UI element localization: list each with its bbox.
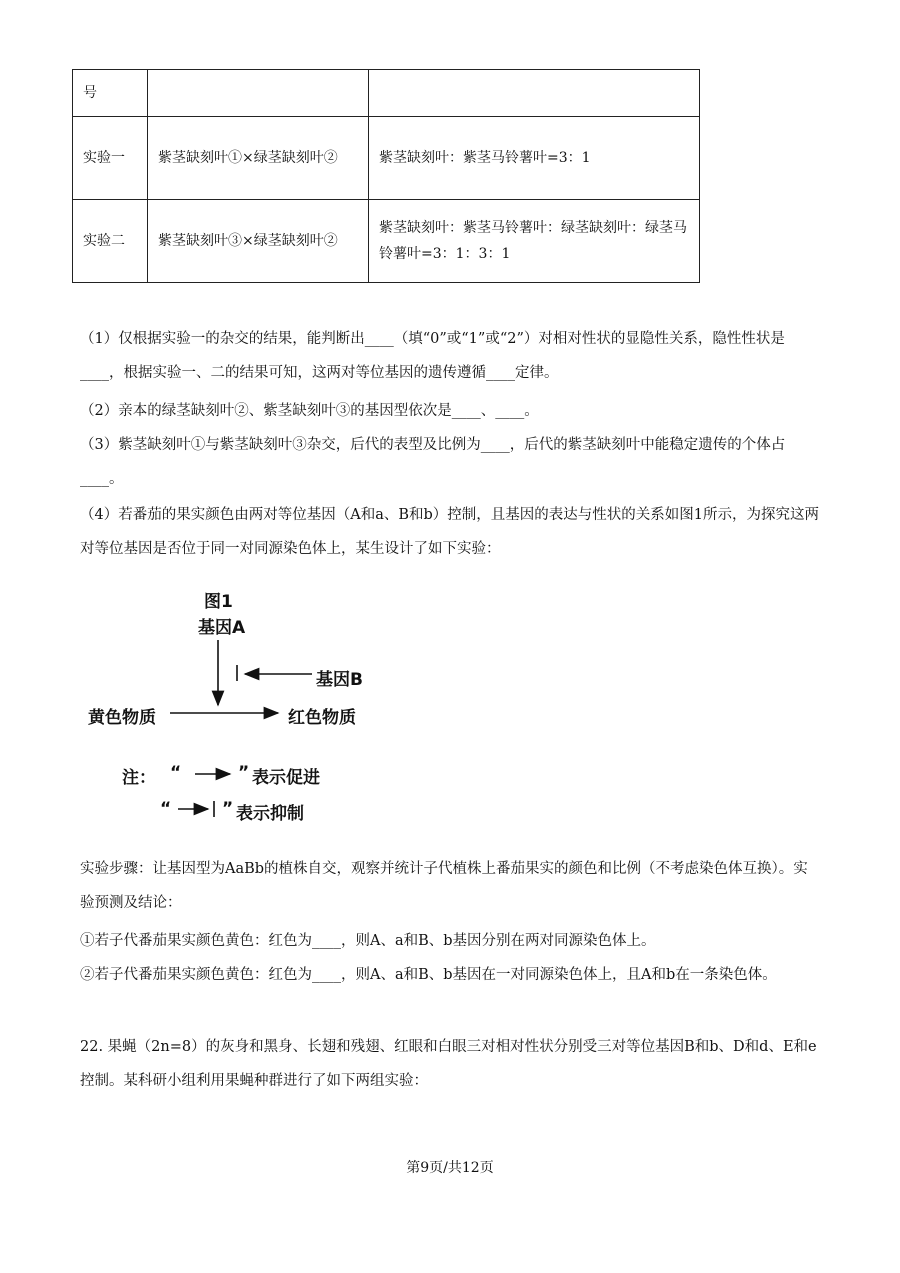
table-cell: 实验一 bbox=[73, 117, 148, 200]
table-cell: 实验二 bbox=[73, 200, 148, 283]
table-cell: 紫茎缺刻叶③×绿茎缺刻叶② bbox=[148, 200, 369, 283]
red-substance-label: 红色物质 bbox=[288, 708, 356, 728]
question-1: （1）仅根据实验一的杂交的结果，能判断出____（填“0”或“1”或“2”）对相对性状的显隐性关系，隐性性状是____，根据实验一、二的结果可知，这两对等位基因的遗传遵循____定律。 bbox=[80, 331, 785, 381]
question-3: （3）紫茎缺刻叶①与紫茎缺刻叶③杂交，后代的表型及比例为____，后代的紫茎缺刻叶中能稳定遗传的个体占____。 bbox=[80, 437, 786, 487]
experiment-table bbox=[72, 69, 700, 283]
table-cell bbox=[369, 70, 700, 117]
figure-title: 图1 bbox=[204, 592, 233, 612]
note-open-quote-2: “ bbox=[160, 799, 172, 819]
gene-b-label: 基因B bbox=[316, 670, 363, 690]
question-2: （2）亲本的绿茎缺刻叶②、紫茎缺刻叶③的基因型依次是____、____。 bbox=[80, 403, 539, 419]
prediction-2: ②若子代番茄果实颜色黄色：红色为____，则A、a和B、b基因在一对同源染色体上，且A和b在一条染色体。 bbox=[80, 967, 777, 983]
note-inhibit-text: 表示抑制 bbox=[236, 804, 304, 824]
note-close-quote: ” bbox=[238, 763, 250, 783]
prediction-1: ①若子代番茄果实颜色黄色：红色为____，则A、a和B、b基因分别在两对同源染色体上。 bbox=[80, 933, 656, 949]
yellow-substance-label: 黄色物质 bbox=[88, 708, 156, 728]
note-label: 注： bbox=[122, 768, 156, 788]
page-footer: 第9页/共12页 bbox=[406, 1160, 494, 1176]
table-row bbox=[73, 70, 700, 117]
figure-1 bbox=[80, 585, 400, 835]
gene-a-label: 基因A bbox=[198, 618, 246, 638]
experiment-steps: 实验步骤：让基因型为AaBb的植株自交，观察并统计子代植株上番茄果实的颜色和比例（不考虑染色体互换）。实验预测及结论： bbox=[80, 861, 808, 911]
question-4: （4）若番茄的果实颜色由两对等位基因（A和a、B和b）控制，且基因的表达与性状的关系如图1所示，为探究这两对等位基因是否位于同一对同源染色体上，某生设计了如下实验： bbox=[80, 507, 820, 557]
note-close-quote-2: ” bbox=[222, 799, 234, 819]
question-22: 22. 果蝇（2n=8）的灰身和黑身、长翅和残翅、红眼和白眼三对相对性状分别受三对等位基因B和b、D和d、E和e控制。某科研小组利用果蝇种群进行了如下两组实验： bbox=[80, 1039, 817, 1089]
table-row bbox=[73, 200, 700, 283]
note-open-quote: “ bbox=[170, 763, 182, 783]
table-cell bbox=[148, 70, 369, 117]
note-promote-text: 表示促进 bbox=[252, 768, 320, 788]
table-row bbox=[73, 117, 700, 200]
table-cell: 紫茎缺刻叶①×绿茎缺刻叶② bbox=[148, 117, 369, 200]
table-cell: 紫茎缺刻叶：紫茎马铃薯叶：绿茎缺刻叶：绿茎马铃薯叶=3：1：3：1 bbox=[369, 200, 700, 283]
table-cell: 号 bbox=[73, 70, 148, 117]
table-cell: 紫茎缺刻叶：紫茎马铃薯叶=3：1 bbox=[369, 117, 700, 200]
